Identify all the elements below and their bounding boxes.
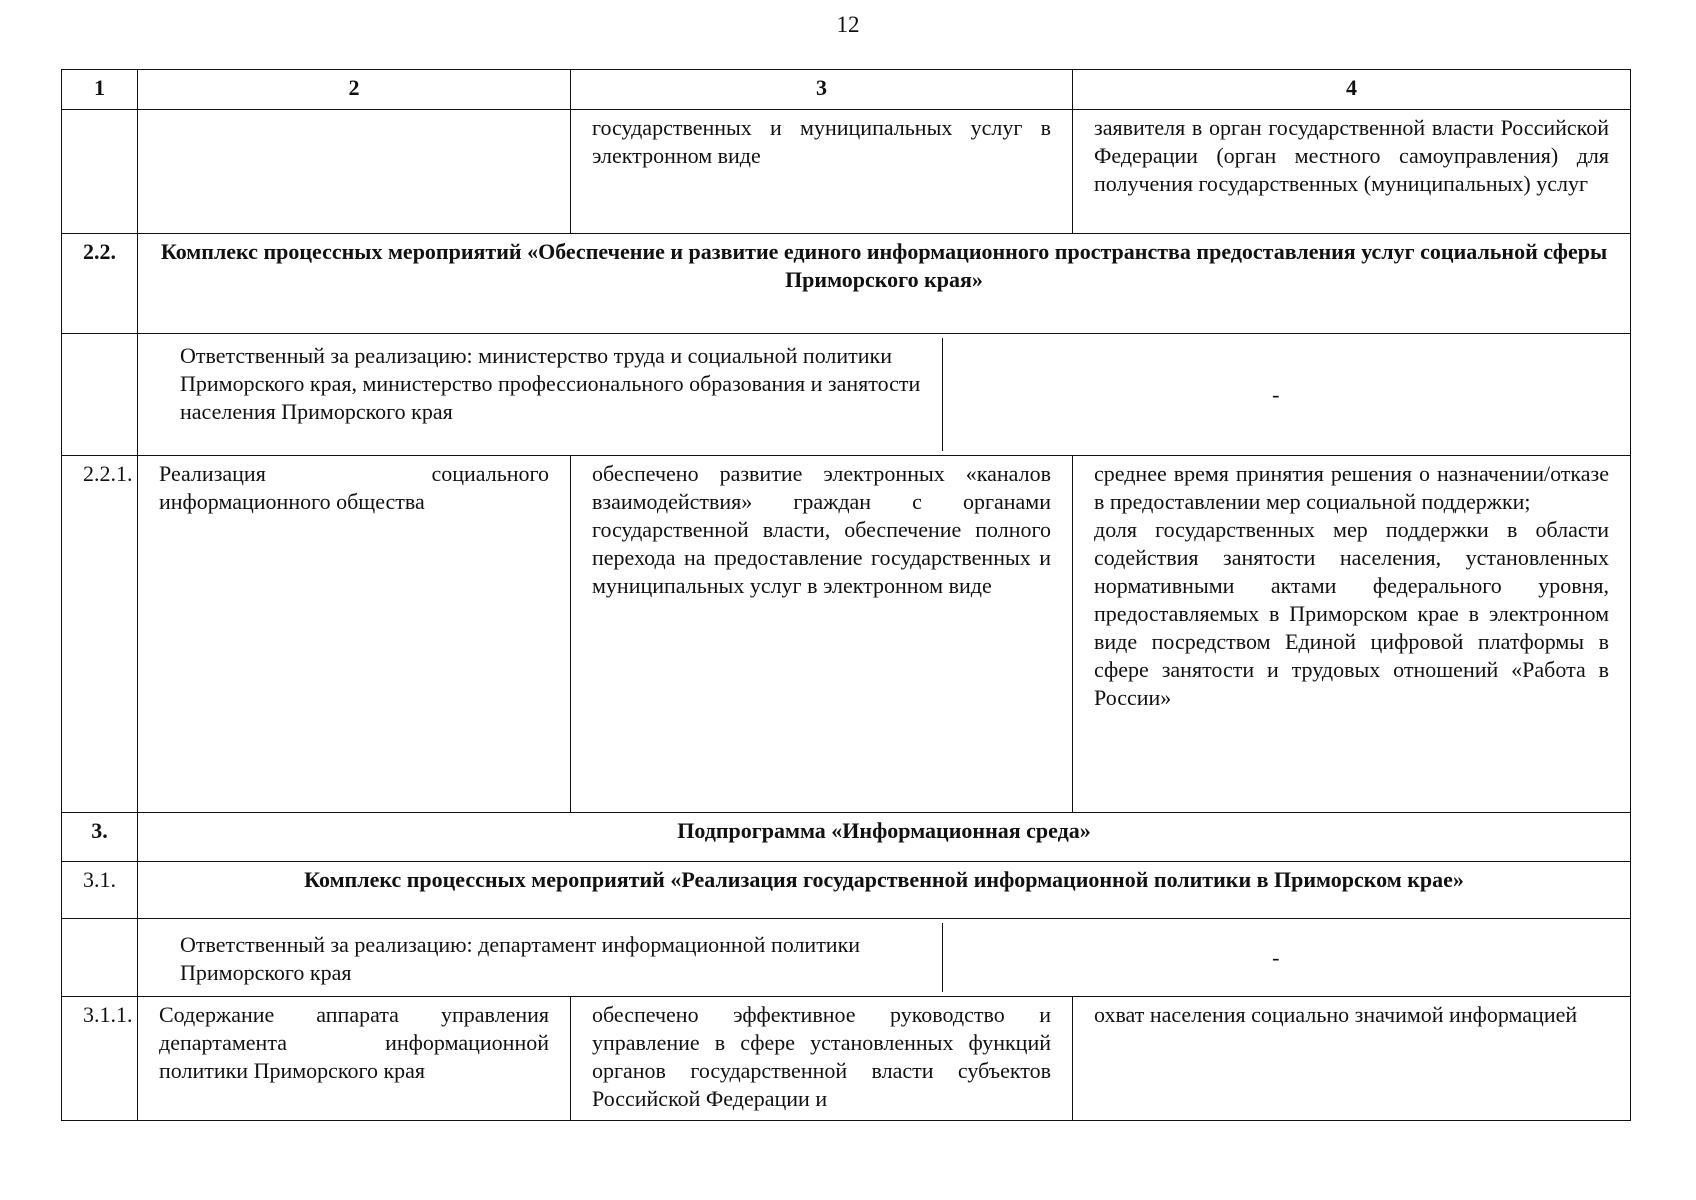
- row-number: [62, 110, 138, 234]
- table-row: [62, 110, 1631, 234]
- responsible-value: -: [942, 338, 1609, 451]
- row-number: [62, 334, 138, 456]
- section-number: 2.2.: [62, 234, 138, 334]
- measure-name-cell: Содержание аппарата управления департамента информационной политики Приморского края: [138, 997, 571, 1121]
- task-cell: государственных и муниципальных услуг в электронном виде: [571, 110, 1073, 234]
- task-cell: обеспечено развитие электронных «каналов взаимодействия» граждан с органами государственной власти, обеспечение полного перехода на предоставление государственных и муниципальных услуг в электронном виде: [571, 456, 1073, 813]
- table-row: [62, 997, 1631, 1121]
- responsible-cell: [138, 334, 1631, 456]
- responsible-row: [62, 334, 1631, 456]
- section-title: Комплекс процессных мероприятий «Обеспечение и развитие единого информационного пространства предоставления услуг социальной сферы Приморского края»: [138, 234, 1631, 334]
- column-header: 1: [62, 70, 138, 110]
- indicator-cell: охват населения социально значимой информацией: [1073, 997, 1631, 1121]
- responsible-value: -: [942, 923, 1609, 992]
- row-number: 2.2.1.: [62, 456, 138, 813]
- page-number: 12: [836, 12, 860, 37]
- column-header: 3: [571, 70, 1073, 110]
- measure-name-cell: [138, 110, 571, 234]
- section-title: Подпрограмма «Информационная среда»: [138, 813, 1631, 862]
- table-row: [62, 456, 1631, 813]
- responsible-text: Ответственный за реализацию: министерство труда и социальной политики Приморского края, министерство профессионального образования и занятости населения Приморского края: [180, 343, 921, 424]
- responsible-cell: [138, 919, 1631, 997]
- row-number: 3.1.1.: [62, 997, 138, 1121]
- indicator-cell: среднее время принятия решения о назначении/отказе в предоставлении мер социальной поддержки; доля государственных мер поддержки в области содействия занятости населения, установленных нормативными актами федерального уровня, предоставляемых в Приморском крае в электронном виде посредством Единой цифровой платформы в сфере занятости и трудовых отношений «Работа в России»: [1073, 456, 1631, 813]
- section-row: [62, 862, 1631, 919]
- section-number: 3.1.: [62, 862, 138, 919]
- measure-name-cell: Реализация социального информационного общества: [138, 456, 571, 813]
- measures-table: [61, 69, 1631, 1121]
- section-number: 3.: [62, 813, 138, 862]
- task-cell: обеспечено эффективное руководство и управление в сфере установленных функций органов государственной власти субъектов Российской Федерации и: [571, 997, 1073, 1121]
- header-row: [62, 70, 1631, 110]
- indicator-cell: заявителя в орган государственной власти Российской Федерации (орган местного самоуправления) для получения государственных (муниципальных) услуг: [1073, 110, 1631, 234]
- section-row: [62, 813, 1631, 862]
- section-title: Комплекс процессных мероприятий «Реализация государственной информационной политики в Приморском крае»: [138, 862, 1631, 919]
- column-header: 4: [1073, 70, 1631, 110]
- section-row: [62, 234, 1631, 334]
- column-header: 2: [138, 70, 571, 110]
- responsible-text: Ответственный за реализацию: департамент информационной политики Приморского края: [180, 932, 861, 985]
- responsible-row: [62, 919, 1631, 997]
- row-number: [62, 919, 138, 997]
